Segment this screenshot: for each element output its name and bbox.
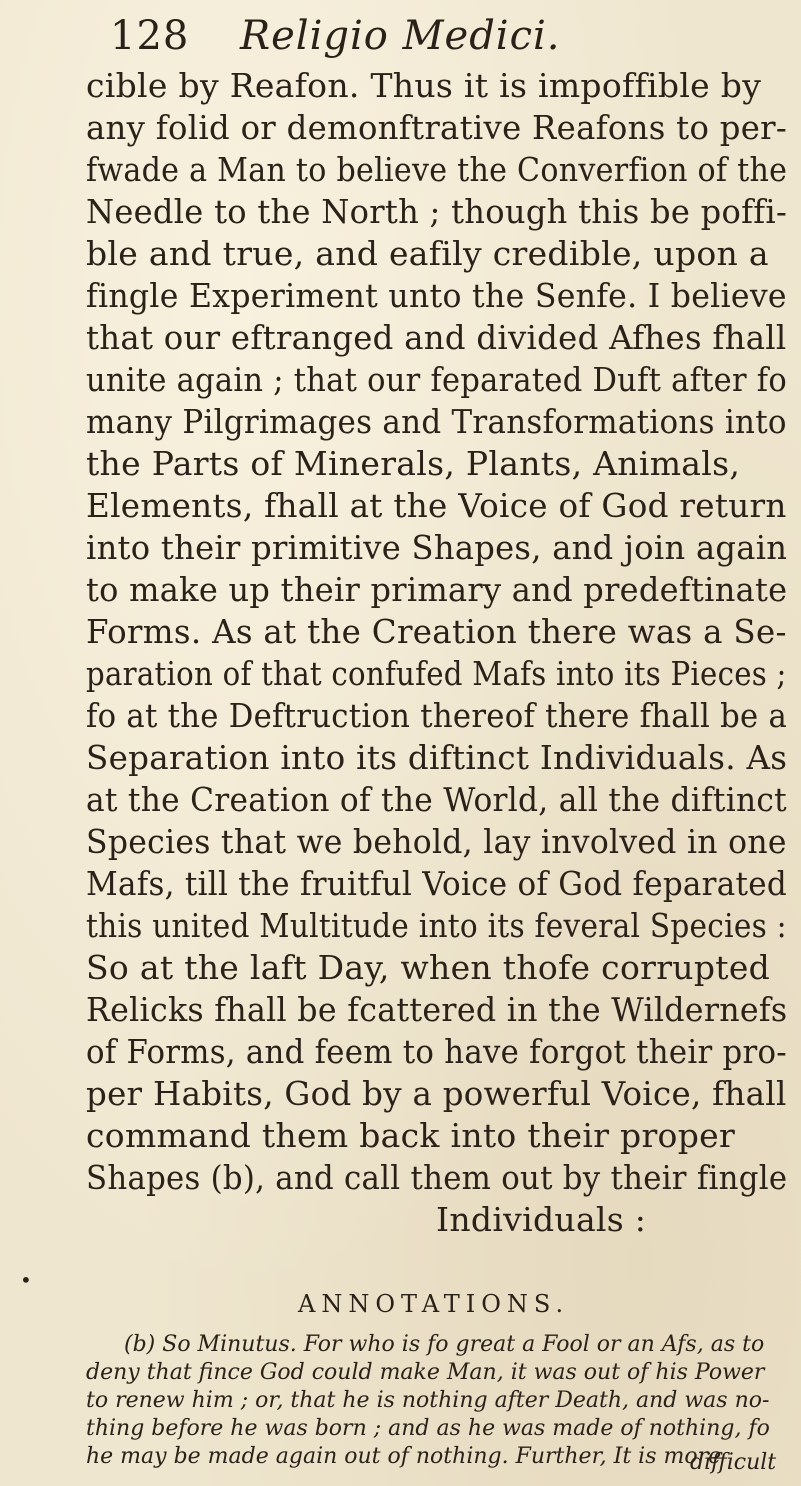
body-line: that our eftranged and divided Afhes fhall	[86, 318, 787, 357]
note-line: (b) So Minutus. For who is fo great a Fool or an Afs, as to	[124, 1332, 765, 1357]
body-line: any folid or demonftrative Reafons to per-	[86, 108, 788, 147]
body-line: the Parts of Minerals, Plants, Animals,	[86, 444, 741, 483]
body-line: this united Multitude into its feveral Species :	[86, 906, 787, 945]
body-line: Separation into its diftinct Individuals. As	[86, 738, 788, 777]
body-line: fo at the Deftruction thereof there fhall be a	[86, 696, 788, 735]
note-line: deny that fince God could make Man, it was out of his Power	[86, 1360, 765, 1385]
body-line: Mafs, till the fruitful Voice of God feparated	[86, 864, 787, 903]
body-line: Elements, fhall at the Voice of God return	[86, 486, 787, 525]
body-line: Forms. As at the Creation there was a Se-	[86, 612, 787, 651]
note-line: he may be made again out of nothing. Further, It is more	[86, 1444, 722, 1469]
annotations-heading: ANNOTATIONS.	[298, 1290, 570, 1318]
body-line: Shapes (b), and call them out by their fingle	[86, 1158, 788, 1197]
body-line: per Habits, God by a powerful Voice, fhall	[86, 1074, 787, 1113]
body-line: fingle Experiment unto the Senfe. I believe	[86, 276, 787, 315]
body-line: command them back into their proper	[86, 1116, 736, 1155]
running-head	[110, 12, 561, 60]
body-line: Individuals :	[436, 1200, 647, 1239]
body-line: ble and true, and eafily credible, upon a	[86, 234, 769, 273]
body-line: of Forms, and feem to have forgot their pro-	[86, 1032, 787, 1071]
page-number: 128	[110, 13, 190, 59]
body-line: paration of that confufed Mafs into its Pieces ;	[86, 654, 787, 693]
body-line: Species that we behold, lay involved in one	[86, 822, 787, 861]
body-line: So at the laft Day, when thofe corrupted	[86, 948, 771, 987]
body-line: fwade a Man to believe the Converfion of the	[86, 150, 788, 189]
body-line: at the Creation of the World, all the diftinct	[86, 780, 788, 819]
catchword: difficult	[690, 1450, 777, 1475]
note-line: thing before he was born ; and as he was made of nothing, fo	[86, 1416, 770, 1441]
body-line: unite again ; that our feparated Duft after fo	[86, 360, 787, 399]
note-line: to renew him ; or, that he is nothing after Death, and was no-	[86, 1388, 770, 1413]
body-line: Needle to the North ; though this be poffi-	[86, 192, 788, 231]
body-line: many Pilgrimages and Transformations into	[86, 402, 787, 441]
running-title: Religio Medici.	[240, 13, 561, 59]
margin-mark: •	[20, 1268, 32, 1292]
body-line: cible by Reafon. Thus it is impoffible by	[86, 66, 762, 105]
body-line: into their primitive Shapes, and join again	[86, 528, 788, 567]
body-line: Relicks fhall be fcattered in the Wildernefs	[86, 990, 788, 1029]
body-line: to make up their primary and predeftinate	[86, 570, 788, 609]
